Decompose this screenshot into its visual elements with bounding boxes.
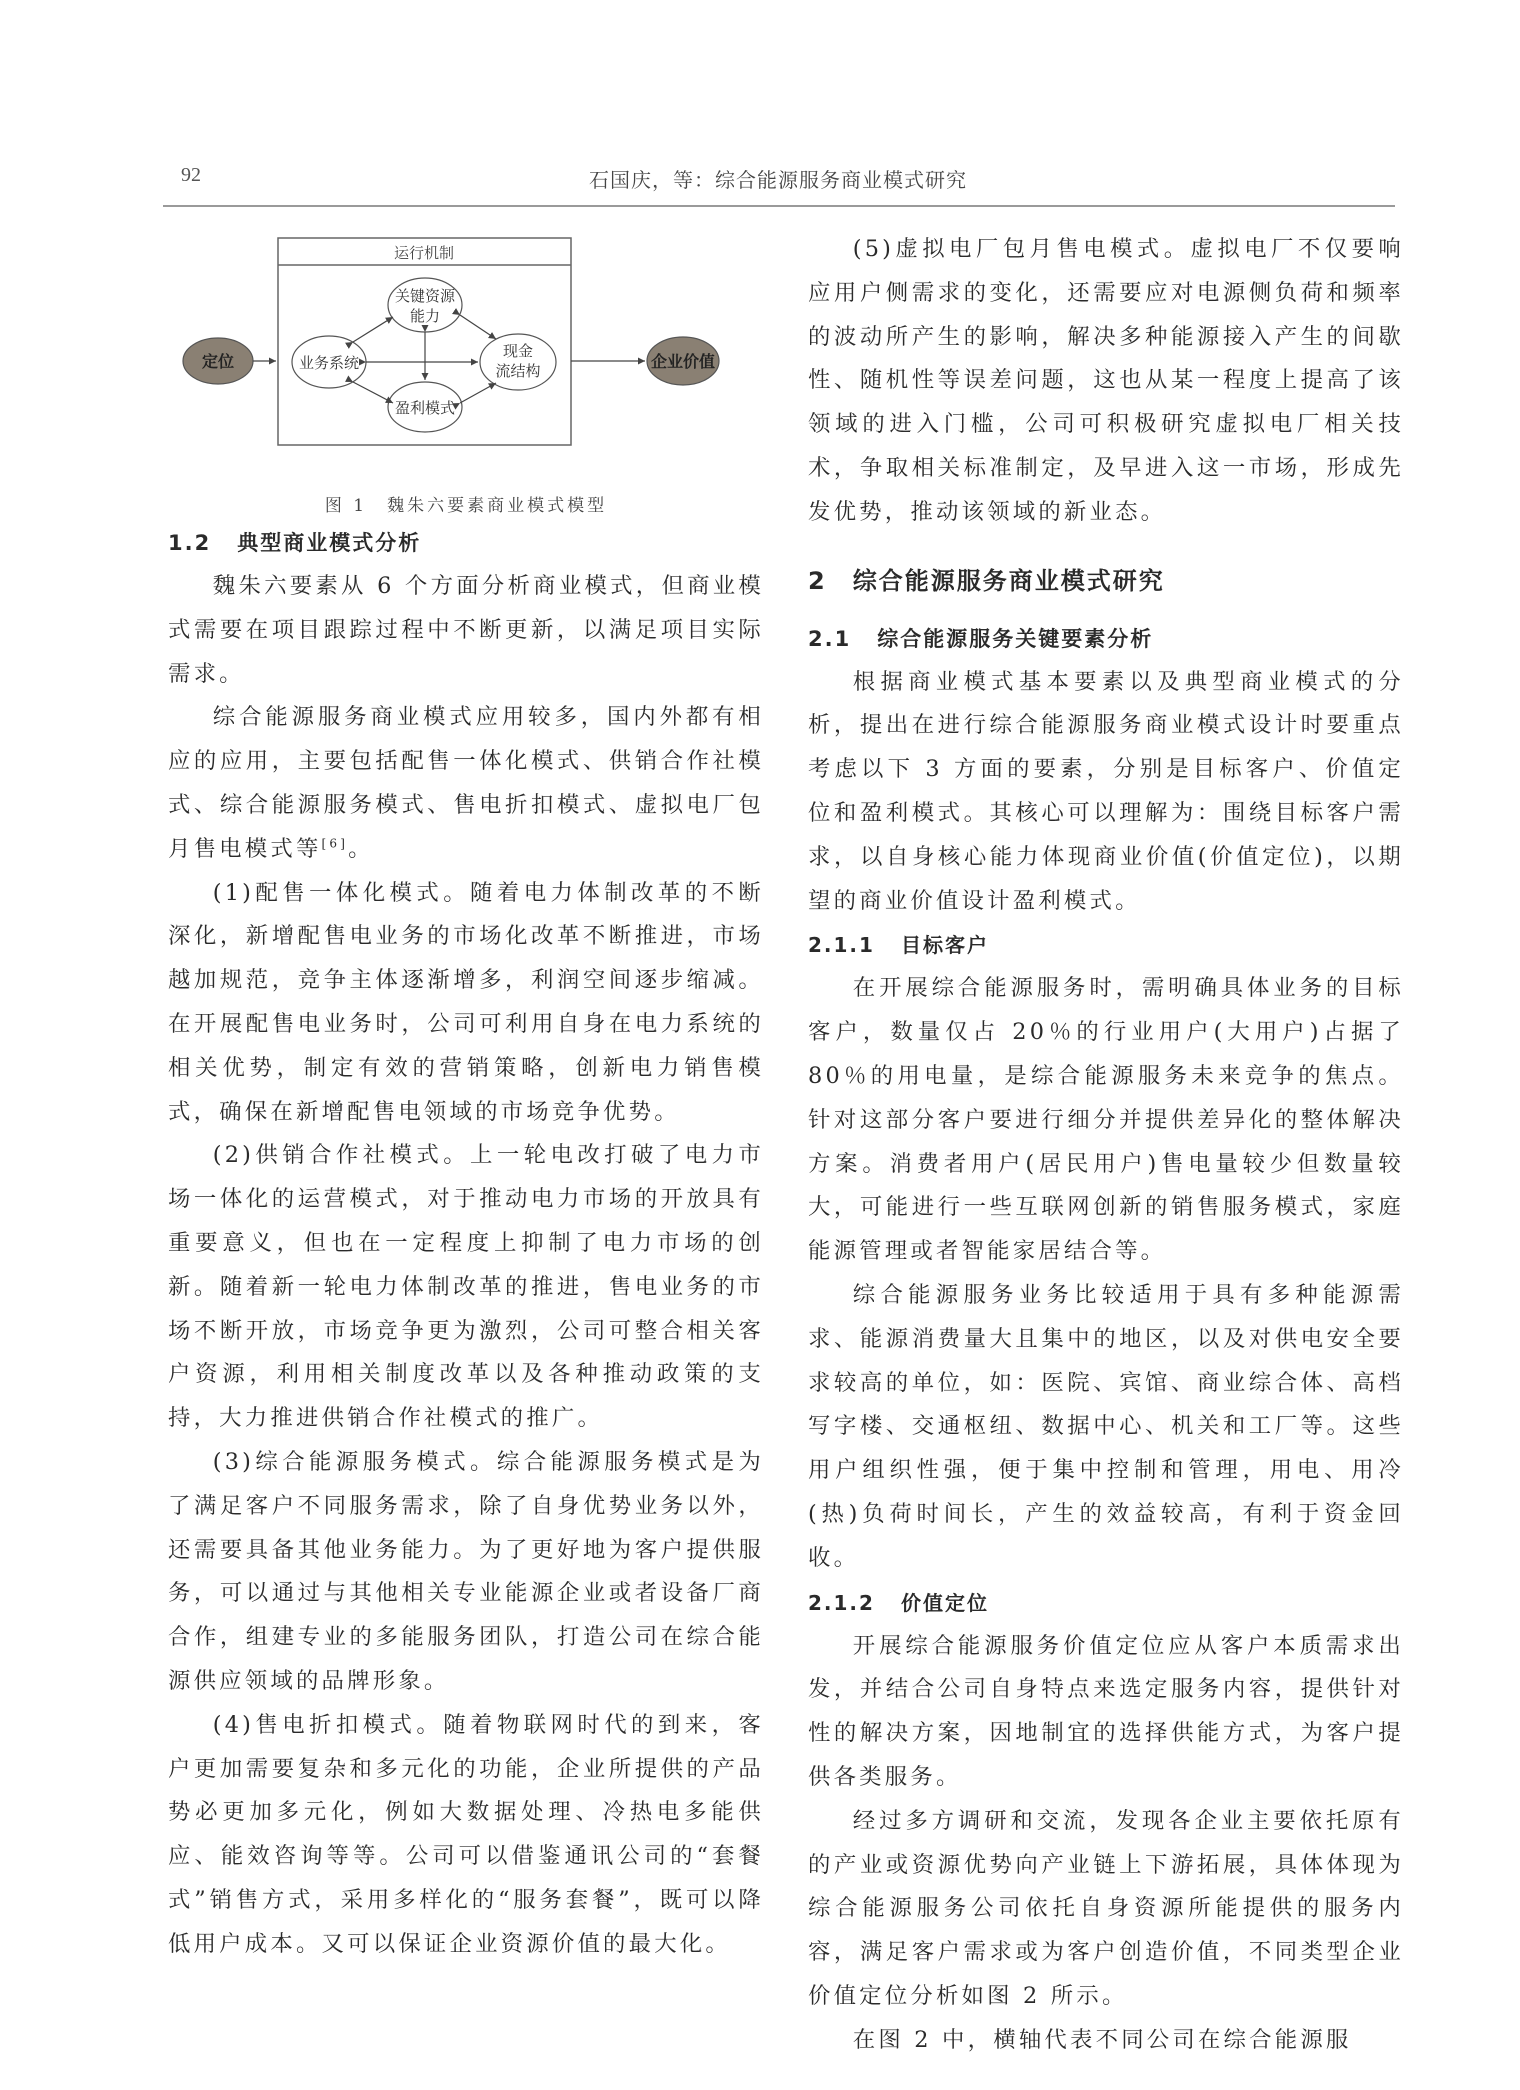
paragraph: 综合能源服务业务比较适用于具有多种能源需求、能源消费量大且集中的地区，以及对供电安全要求较高的单位，如：医院、宾馆、商业综合体、高档写字楼、交通枢纽、数据中心、机关和工厂等。这些用户组织性强，便于集中控制和管理，用电、用冷(热)负荷时间长，产生的效益较高，有利于资金回收。: [808, 1281, 1404, 1571]
node-cashflow-label-1: 现金: [502, 342, 534, 360]
section-number: 2.1.2: [808, 1590, 875, 1615]
section-number: 2.1: [808, 626, 852, 651]
arrow-business-resources: [353, 317, 393, 342]
section-number: 1.2: [168, 531, 212, 555]
node-business-system-label: 业务系统: [298, 354, 360, 372]
arrow-profit-cashflow: [460, 383, 496, 403]
paragraph-tail: 。: [348, 835, 374, 862]
paragraph: 在开展综合能源服务时，需明确具体业务的目标客户，数量仅占 20％的行业用户(大用户)占据了 80％的用电量，是综合能源服务未来竞争的焦点。针对这部分客户要进行细分并提供差异化的整体解决方案。消费者用户(居民用户)售电量较少但数量较大，可能进行一些互联网创新的销售服务模式，家庭能源管理或者智能家居结合等。: [808, 975, 1404, 1265]
section-number: 2.1.1: [808, 933, 875, 958]
node-key-resources-label-2: 能力: [409, 307, 441, 325]
paragraph: 根据商业模式基本要素以及典型商业模式的分析，提出在进行综合能源服务商业模式设计时要重点考虑以下 3 方面的要素，分别是目标客户、价值定位和盈利模式。其核心可以理解为：围绕目标客户需求，以自身核心能力体现商业价值(价值定位)，以期望的商业价值设计盈利模式。: [808, 668, 1404, 914]
spacer: [808, 535, 1404, 559]
arrow-business-profit: [353, 382, 393, 403]
spacer: [808, 603, 1404, 617]
node-profit-model-label: 盈利模式: [394, 399, 456, 417]
section-title: 综合能源服务商业模式研究: [852, 566, 1165, 595]
paragraph-text: 综合能源服务商业模式应用较多，国内外都有相应的应用，主要包括配售一体化模式、供销合作社模式、综合能源服务模式、售电折扣模式、虚拟电厂包月售电模式等: [168, 704, 764, 862]
node-key-resources-label-1: 关键资源: [394, 287, 456, 305]
running-title: 石国庆，等：综合能源服务商业模式研究: [589, 168, 967, 192]
right-column: [808, 228, 1404, 2062]
figure-1-caption: 图 1 魏朱六要素商业模式模型: [324, 496, 608, 516]
paragraph-with-citation: [168, 696, 764, 871]
section-number: 2: [808, 566, 827, 595]
section-heading-2: [808, 559, 1404, 603]
paragraph-mode-3: (3)综合能源服务模式。综合能源服务模式是为了满足客户不同服务需求，除了自身优势业务以外，还需要具备其他业务能力。为了更好地为客户提供服务，可以通过与其他相关专业能源企业或者设备厂商合作，组建专业的多能服务团队，打造公司在综合能源供应领域的品牌形象。: [168, 1448, 764, 1694]
section-heading-1-2: [168, 521, 764, 565]
section-heading-2-1: [808, 617, 1404, 661]
node-enterprise-value-label: 企业价值: [650, 352, 716, 371]
figure-1: [168, 225, 768, 485]
paragraph: 在图 2 中，横轴代表不同公司在综合能源服: [852, 2026, 1352, 2053]
section-title: 价值定位: [900, 1590, 989, 1615]
mechanism-label: 运行机制: [393, 244, 455, 262]
paragraph-mode-1: (1)配售一体化模式。随着电力体制改革的不断深化，新增配售电业务的市场化改革不断推进，市场越加规范，竞争主体逐渐增多，利润空间逐步缩减。在开展配售电业务时，公司可利用自身在电力系统的相关优势，制定有效的营销策略，创新电力销售模式，确保在新增配售电领域的市场竞争优势。: [168, 879, 764, 1125]
paragraph: 开展综合能源服务价值定位应从客户本质需求出发，并结合公司自身特点来选定服务内容，提供针对性的解决方案，因地制宜的选择供能方式，为客户提供各类服务。: [808, 1632, 1404, 1790]
left-column: [168, 225, 764, 1967]
paragraph-mode-4: (4)售电折扣模式。随着物联网时代的到来，客户更加需要复杂和多元化的功能，企业所提供的产品势必更加多元化，例如大数据处理、冷热电多能供应、能效咨询等等。公司可以借鉴通讯公司的“套餐式”销售方式，采用多样化的“服务套餐”，既可以降低用户成本。又可以保证企业资源价值的最大化。: [168, 1711, 764, 1957]
page-header: [163, 160, 1393, 200]
header-rule: [163, 205, 1395, 207]
paragraph: 魏朱六要素从 6 个方面分析商业模式，但商业模式需要在项目跟踪过程中不断更新，以满足项目实际需求。: [168, 573, 764, 687]
figure-1-diagram: [168, 225, 768, 485]
paragraph-mode-5: (5)虚拟电厂包月售电模式。虚拟电厂不仅要响应用户侧需求的变化，还需要应对电源侧负荷和频率的波动所产生的影响，解决多种能源接入产生的间歇性、随机性等误差问题，这也从某一程度上提高了该领域的进入门槛，公司可积极研究虚拟电厂相关技术，争取相关标准制定，及早进入这一市场，形成先发优势，推动该领域的新业态。: [808, 236, 1404, 525]
section-title: 综合能源服务关键要素分析: [877, 626, 1154, 651]
section-title: 目标客户: [900, 933, 989, 958]
section-heading-2-1-2: [808, 1581, 1404, 1625]
section-heading-2-1-1: [808, 923, 1404, 967]
arrow-resources-cashflow: [460, 315, 496, 339]
page-number: 92: [181, 164, 201, 186]
citation-ref[interactable]: [6]: [321, 836, 349, 851]
section-title: 典型商业模式分析: [237, 531, 422, 555]
paragraph-mode-2: (2)供销合作社模式。上一轮电改打破了电力市场一体化的运营模式，对于推动电力市场的开放具有重要意义，但也在一定程度上抑制了电力市场的创新。随着新一轮电力体制改革的推进，售电业务的市场不断开放，市场竞争更为激烈，公司可整合相关客户资源，利用相关制度改革以及各种推动政策的支持，大力推进供销合作社模式的推广。: [168, 1142, 764, 1432]
node-positioning-label: 定位: [201, 352, 235, 371]
node-cashflow-label-2: 流结构: [495, 362, 541, 380]
paragraph: 经过多方调研和交流，发现各企业主要依托原有的产业或资源优势向产业链上下游拓展，具体体现为综合能源服务公司依托自身资源所能提供的服务内容，满足客户需求或为客户创造价值，不同类型企业价值定位分析如图 2 所示。: [808, 1807, 1404, 2009]
